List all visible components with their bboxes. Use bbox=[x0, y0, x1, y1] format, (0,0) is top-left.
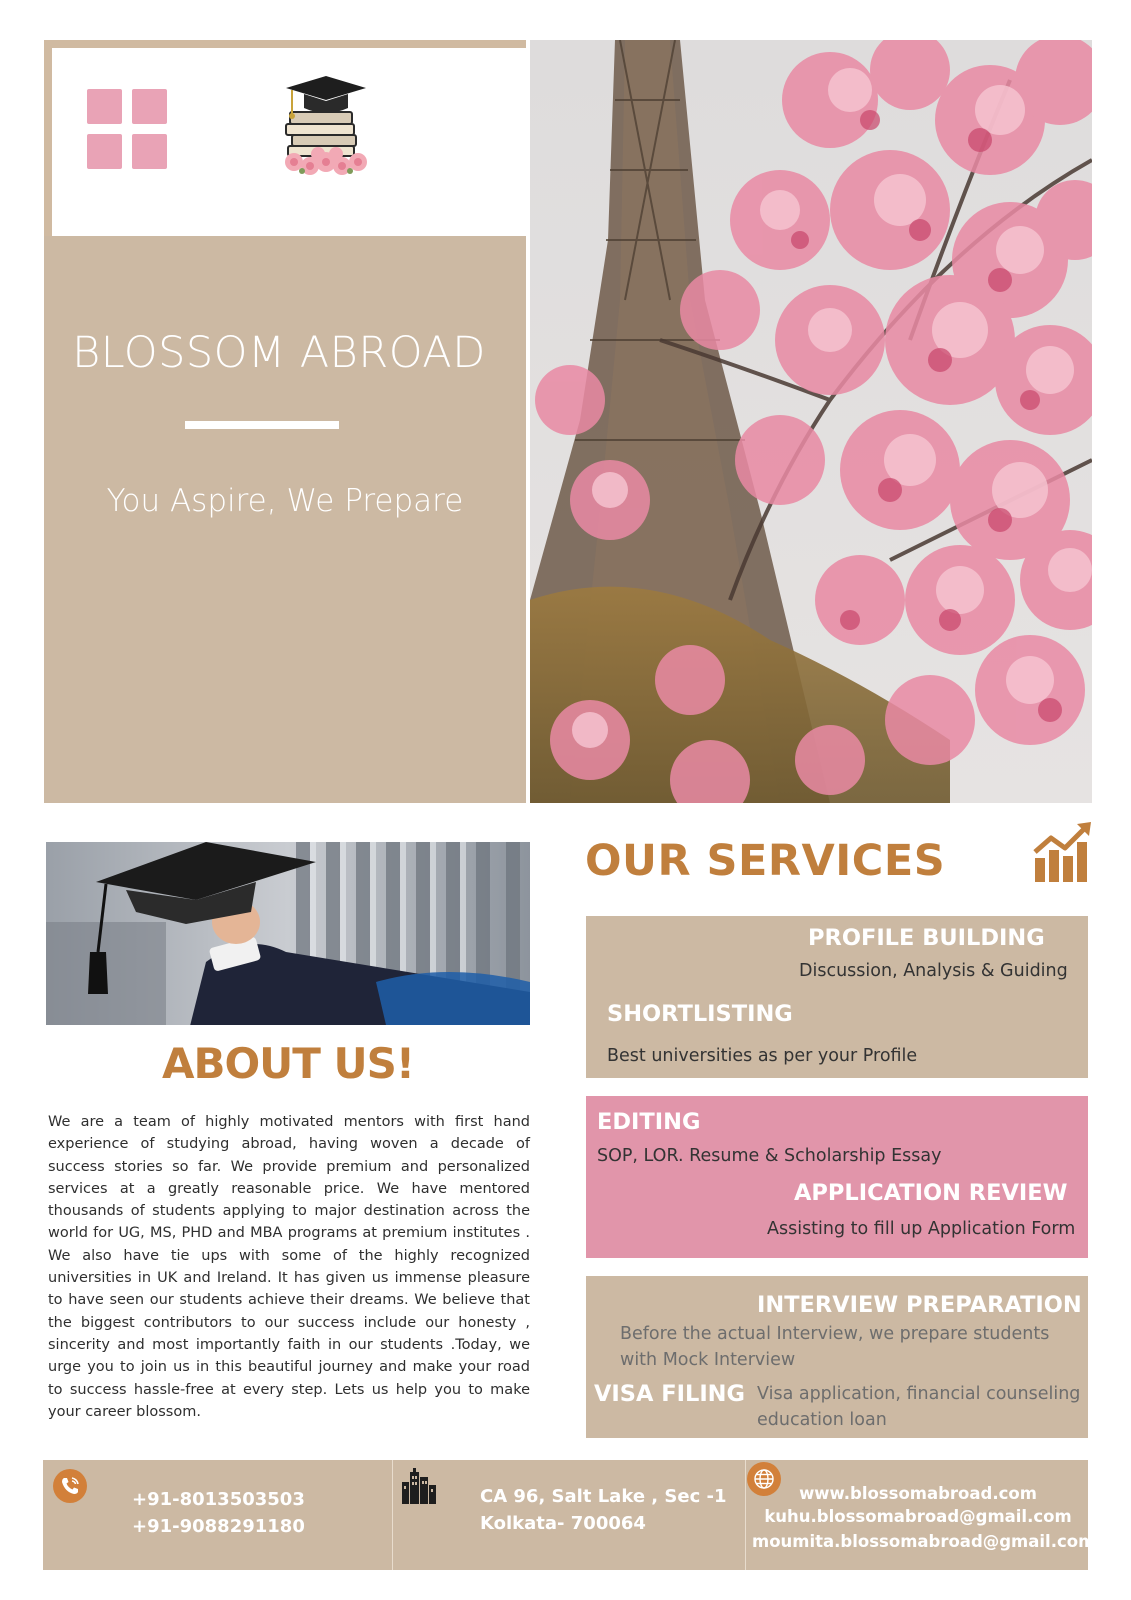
service-desc-interview-preparation: Before the actual Interview, we prepare students with Mock Interview bbox=[620, 1324, 1050, 1370]
phone-icon bbox=[53, 1469, 87, 1507]
footer-divider bbox=[392, 1460, 393, 1570]
eiffel-blossom-photo bbox=[530, 40, 1092, 803]
service-desc-editing: SOP, LOR. Resume & Scholarship Essay bbox=[597, 1146, 942, 1166]
address-line-2: Kolkata- 700064 bbox=[480, 1513, 646, 1534]
service-heading-application-review: APPLICATION REVIEW bbox=[794, 1180, 1068, 1206]
service-heading-profile-building: PROFILE BUILDING bbox=[808, 925, 1045, 951]
service-desc-profile-building: Discussion, Analysis & Guiding bbox=[799, 961, 1068, 981]
hero-panel bbox=[44, 236, 526, 803]
service-desc-shortlisting: Best universities as per your Profile bbox=[607, 1046, 918, 1066]
building-icon bbox=[401, 1468, 437, 1508]
brand-title: BLOSSOM ABROAD bbox=[72, 328, 486, 378]
phone-number-1[interactable]: +91-8013503503 bbox=[132, 1489, 305, 1510]
services-title: OUR SERVICES bbox=[585, 836, 946, 886]
service-desc-visa-filing: Visa application, financial counseling education loan bbox=[757, 1384, 1081, 1430]
graduate-cap-photo bbox=[46, 842, 530, 1025]
service-heading-visa-filing: VISA FILING bbox=[594, 1381, 745, 1407]
about-title: ABOUT US! bbox=[161, 1039, 415, 1088]
address-line-1: CA 96, Salt Lake , Sec -1 bbox=[480, 1486, 727, 1507]
service-desc-application-review: Assisting to fill up Application Form bbox=[767, 1219, 1076, 1239]
service-heading-shortlisting: SHORTLISTING bbox=[607, 1001, 793, 1027]
four-square-grid-icon bbox=[87, 89, 169, 171]
email-link-1[interactable]: kuhu.blossomabroad@gmail.com bbox=[764, 1507, 1072, 1526]
website-link[interactable]: www.blossomabroad.com bbox=[799, 1484, 1037, 1503]
about-body: We are a team of highly motivated mentors with first hand experience of studying abroad, having woven a decade of success stories so far. We provide premium and personalized services at a greatly reasonable price. We have mentored thousands of students applying to major destination across the world for UG, MS, PHD and MBA programs at premium institutes . We also have tie ups with some of the highly recognized universities in UK and Ireland. It has given us immense pleasure to have seen our students achieve their dreams. We believe that the biggest contributors to our success include our honesty , sincerity and most importantly faith in our students .Today, we urge you to join us in this beautiful journey and make your road to success hassle-free at every step. Lets us help you to make your career blossom. bbox=[48, 1114, 530, 1420]
brand-tagline: You Aspire, We Prepare bbox=[106, 483, 464, 519]
graduation-cap-books-flowers-icon bbox=[280, 74, 372, 176]
title-divider bbox=[185, 421, 339, 429]
service-heading-editing: EDITING bbox=[597, 1109, 701, 1135]
service-heading-interview-preparation: INTERVIEW PREPARATION bbox=[757, 1292, 1082, 1318]
phone-number-2[interactable]: +91-9088291180 bbox=[132, 1516, 305, 1537]
footer-divider bbox=[745, 1460, 746, 1570]
email-link-2[interactable]: moumita.blossomabroad@gmail.com bbox=[752, 1532, 1096, 1551]
bar-chart-growth-icon bbox=[1033, 822, 1091, 882]
